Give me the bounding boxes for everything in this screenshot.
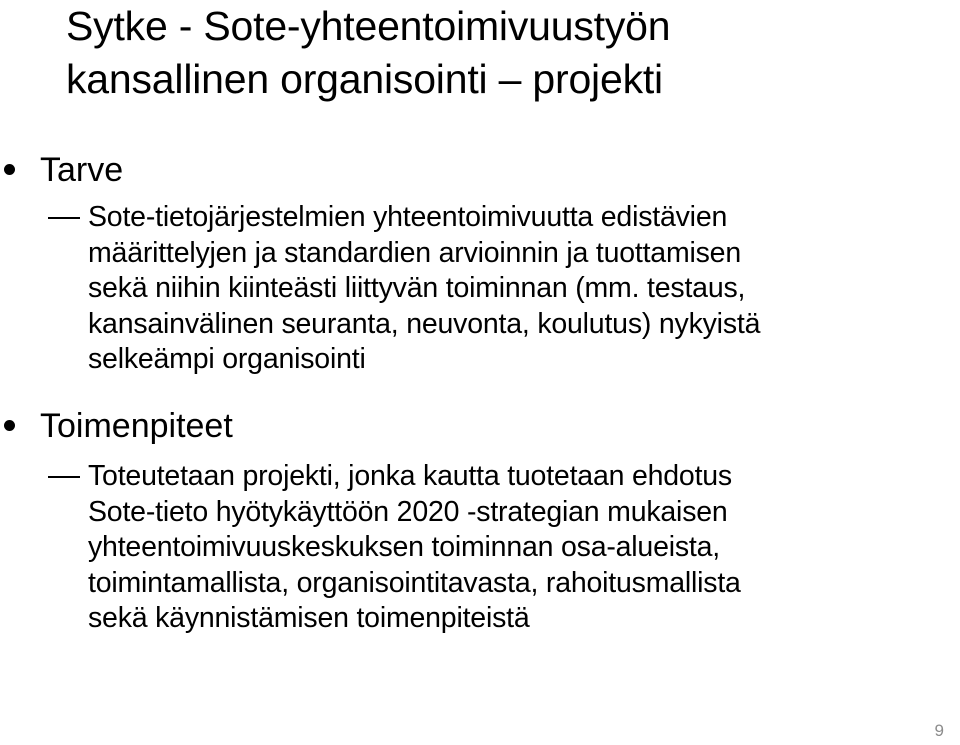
slide-title xyxy=(66,0,946,106)
bullet-dot-icon xyxy=(4,164,15,175)
slide-title-line: kansallinen organisointi – projekti xyxy=(66,56,663,102)
section-heading-toimenpiteet: Toimenpiteet xyxy=(40,407,233,445)
text-line: sekä käynnistämisen toimenpiteistä xyxy=(88,602,530,634)
text-line: sekä niihin kiinteästi liittyvän toiminnan (mm. testaus, xyxy=(88,272,746,304)
text-line: Sote-tietojärjestelmien yhteentoimivuutta edistävien xyxy=(88,201,728,233)
bullet-dot-icon xyxy=(4,420,15,431)
dash-icon xyxy=(48,217,80,219)
sub-bullet-text xyxy=(88,200,948,378)
slide-number: 9 xyxy=(934,721,944,740)
text-line: yhteentoimivuuskeskuksen toiminnan osa-alueista, xyxy=(88,531,720,563)
bullet-tarve xyxy=(0,150,960,190)
sub-bullet-text xyxy=(88,459,948,637)
text-line: kansainvälinen seuranta, neuvonta, koulutus) nykyistä xyxy=(88,307,761,340)
section-heading-tarve: Tarve xyxy=(40,151,124,189)
text-line: Toteutetaan projekti, jonka kautta tuotetaan ehdotus xyxy=(88,460,732,492)
sub-bullet-tarve xyxy=(0,200,960,380)
dash-icon xyxy=(48,476,80,478)
sub-bullet-toimenpiteet xyxy=(0,459,960,644)
bullet-toimenpiteet xyxy=(0,406,960,446)
text-line: toimintamallista, organisointitavasta, rahoitusmallista xyxy=(88,566,741,599)
text-line: määrittelyjen ja standardien arvioinnin ja tuottamisen xyxy=(88,236,741,269)
slide-title-line: Sytke - Sote-yhteentoimivuustyön xyxy=(66,3,671,49)
text-line: selkeämpi organisointi xyxy=(88,343,366,375)
text-line: Sote-tieto hyötykäyttöön 2020 -strategian mukaisen xyxy=(88,495,728,528)
